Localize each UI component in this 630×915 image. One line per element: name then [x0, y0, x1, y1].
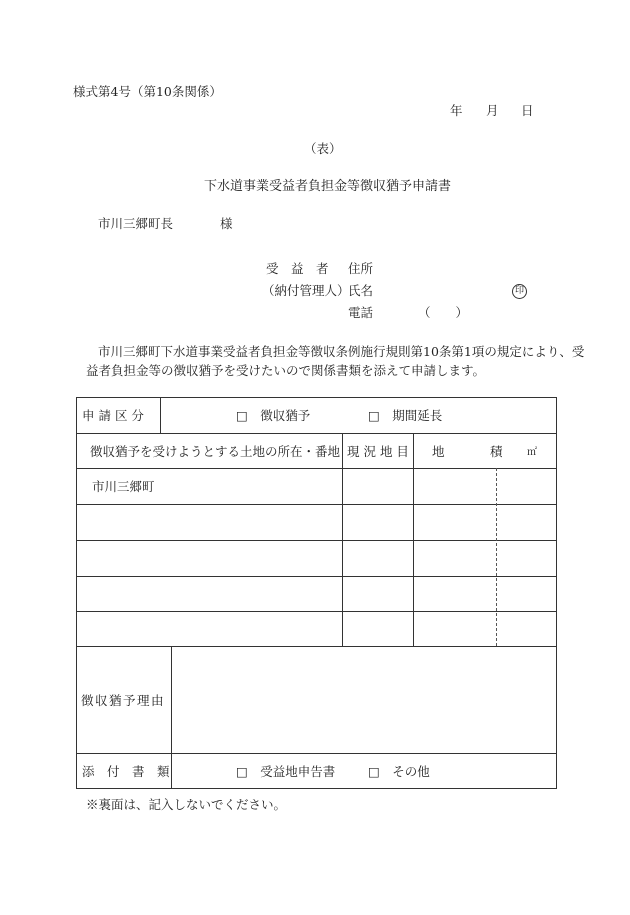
table-divider [413, 433, 414, 646]
table-divider [342, 433, 343, 646]
side-label: （表） [304, 141, 342, 156]
date-month-label: 月 [486, 103, 499, 118]
category-label: 申 請 区 分 [82, 408, 144, 423]
category-option-extension[interactable]: □ 期間延長 [368, 408, 443, 423]
table-divider [171, 646, 172, 789]
area-header-left: 地 [432, 443, 445, 459]
document-title: 下水道事業受益者負担金等徴収猶予申請書 [204, 179, 452, 194]
attachment-option-other[interactable]: □ その他 [368, 764, 430, 779]
addressee-name: 市川三郷町長 [98, 216, 174, 231]
location-cell[interactable]: 市川三郷町 [92, 479, 155, 494]
land-use-header: 現 況 地 目 [347, 443, 409, 459]
applicant-role-sub-label: （納付管理人） [262, 283, 350, 298]
attachments-label: 添 付 書 類 [82, 764, 170, 779]
body-text-line-1: 市川三郷町下水道事業受益者負担金等徴収条例施行規則第10条第1項の規定により、受 [98, 344, 585, 359]
seal-mark [512, 283, 527, 299]
attachment-option-declaration[interactable]: □ 受益地申告書 [236, 764, 336, 779]
seal-icon: 印 [512, 284, 527, 299]
table-divider [76, 611, 557, 612]
table-divider [76, 504, 557, 505]
area-decimal-divider [496, 468, 497, 646]
form-number: 様式第4号（第10条関係） [73, 84, 222, 99]
phone-label: 電話 [348, 305, 374, 320]
addressee-honorific: 様 [220, 216, 233, 231]
applicant-role-label: 受 益 者 [266, 261, 329, 276]
area-header-right: 積 [490, 443, 503, 459]
table-divider [76, 576, 557, 577]
reason-label: 徴収猶予理由 [81, 692, 166, 708]
back-side-note: ※裏面は、記入しないでください。 [86, 797, 287, 812]
body-text-line-2: 益者負担金等の徴収猶予を受けたいので関係書類を添えて申請します。 [86, 363, 486, 378]
address-label: 住所 [348, 261, 374, 276]
location-header: 徴収猶予を受けようとする土地の所在・番地 [90, 443, 341, 459]
phone-paren: （ ） [418, 305, 469, 320]
category-option-deferral[interactable]: □ 徴収猶予 [236, 408, 311, 423]
table-divider [76, 540, 557, 541]
name-label: 氏名 [348, 283, 374, 298]
date-year-label: 年 [450, 103, 463, 118]
table-divider [160, 397, 161, 433]
area-unit: ㎡ [527, 447, 537, 458]
date-day-label: 日 [521, 103, 534, 118]
